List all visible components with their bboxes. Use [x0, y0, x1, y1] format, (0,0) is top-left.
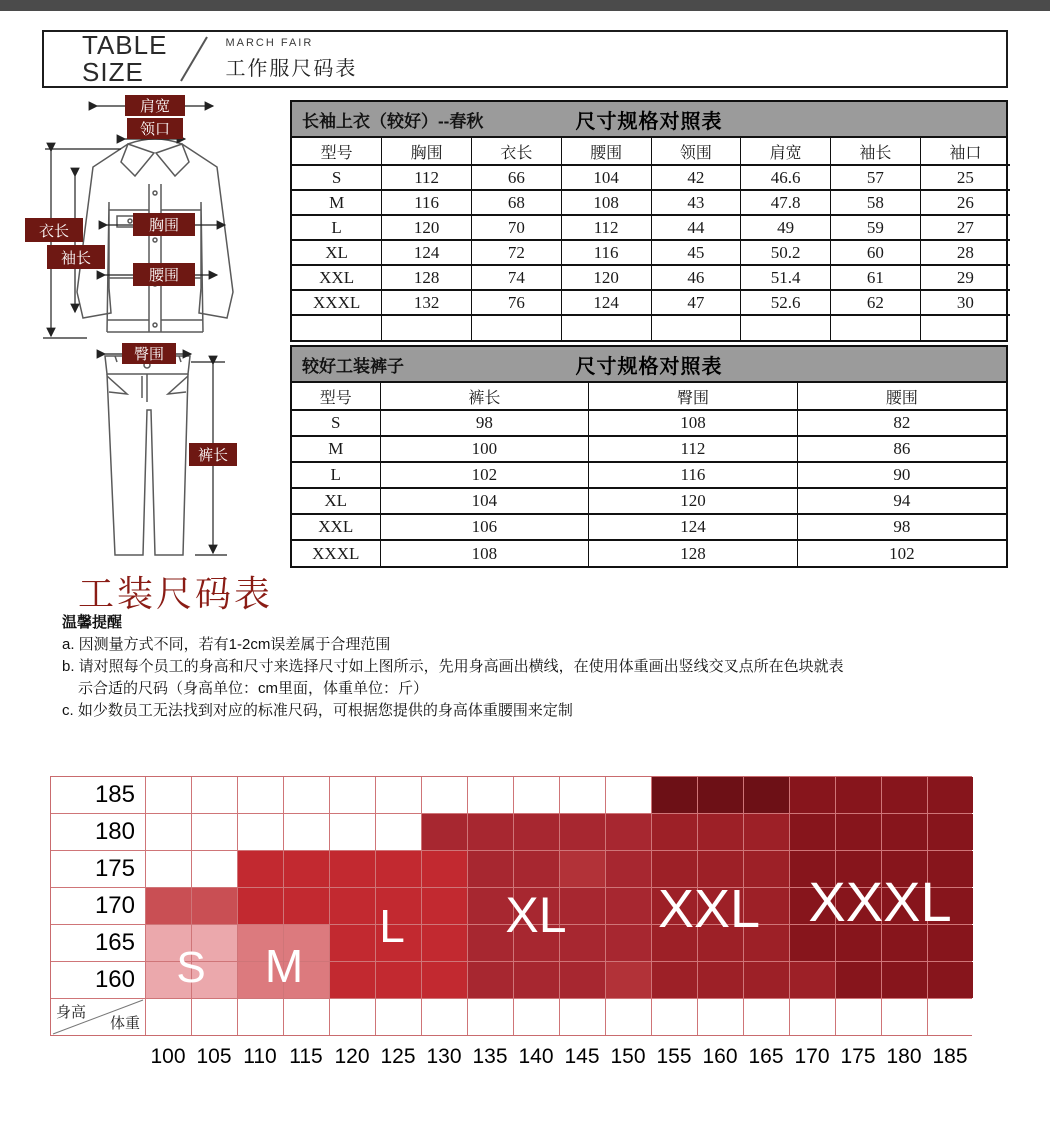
table-cell: 58 — [831, 190, 921, 215]
table-cell: S — [292, 410, 380, 436]
column-header: 领围 — [651, 138, 741, 165]
heatmap-cell — [192, 851, 237, 887]
table-cell: 116 — [589, 462, 798, 488]
heatmap-cell — [836, 962, 881, 998]
heatmap-cell — [560, 925, 605, 961]
heatmap-footer-cell — [698, 999, 743, 1035]
table-cell: 128 — [382, 265, 472, 290]
heatmap-cell — [330, 925, 375, 961]
weight-axis-label: 145 — [564, 1045, 600, 1068]
table-cell — [472, 315, 562, 340]
size-region-label-xxxl: XXXL — [808, 870, 952, 933]
table-cell: 49 — [741, 215, 831, 240]
heatmap-footer-cell — [146, 999, 191, 1035]
table-cell: 102 — [380, 462, 589, 488]
jacket-label-chest: 胸围 — [148, 217, 180, 234]
table-cell: 46 — [651, 265, 741, 290]
note-line-b2: 示合适的尺码（身高单位：cm里面，体重单位：斤） — [78, 680, 428, 697]
weight-axis-label: 170 — [794, 1045, 830, 1068]
pants-line-art — [85, 340, 315, 568]
heatmap-cell — [422, 851, 467, 887]
jacket-table-subtitle: 尺寸规格对照表 — [575, 110, 723, 133]
table-cell: 66 — [472, 165, 562, 190]
table-cell: 72 — [472, 240, 562, 265]
table-cell: 128 — [589, 540, 798, 566]
heatmap-cell — [330, 888, 375, 924]
weight-axis-label: 165 — [748, 1045, 784, 1068]
heatmap-cell — [330, 962, 375, 998]
heatmap-cell — [192, 888, 237, 924]
pants-table-body — [292, 410, 1006, 566]
heatmap-cell — [330, 814, 375, 850]
table-cell — [741, 315, 831, 340]
table-cell: 70 — [472, 215, 562, 240]
table-cell: 86 — [797, 436, 1006, 462]
page-title: 工作服尺码表 — [225, 58, 358, 80]
table-cell: M — [292, 190, 382, 215]
heatmap-footer-cell — [238, 999, 283, 1035]
weight-axis-label: 150 — [610, 1045, 646, 1068]
table-cell: XXL — [292, 514, 380, 540]
heatmap-cell — [560, 777, 605, 813]
table-cell: 98 — [380, 410, 589, 436]
heatmap-cell — [790, 814, 835, 850]
size-region-label-m: M — [264, 940, 304, 992]
heatmap-cell — [928, 962, 973, 998]
heatmap-cell — [468, 851, 513, 887]
heatmap-footer-cell — [836, 999, 881, 1035]
weight-axis-label: 110 — [243, 1045, 277, 1068]
note-line-a: a. 因测量方式不同，若有1-2cm误差属于合理范围 — [62, 636, 391, 653]
heatmap-cell — [606, 777, 651, 813]
weight-axis-label: 135 — [472, 1045, 508, 1068]
heatmap-cell — [698, 962, 743, 998]
top-accent-bar — [0, 0, 1050, 11]
axis-corner-cell — [51, 999, 145, 1035]
heatmap-cell — [376, 777, 421, 813]
size-region-label-l: L — [379, 900, 405, 952]
table-cell: 112 — [561, 215, 651, 240]
jacket-label-shoulder: 肩宽 — [139, 98, 171, 115]
table-row — [292, 540, 1006, 566]
table-cell: XXL — [292, 265, 382, 290]
table-cell: 28 — [920, 240, 1010, 265]
heatmap-cell — [514, 777, 559, 813]
table-cell: 47 — [651, 290, 741, 315]
header-word-table: TABLE — [82, 30, 168, 60]
heatmap-cell — [698, 777, 743, 813]
table-cell: 76 — [472, 290, 562, 315]
jacket-label-length: 衣长 — [38, 223, 70, 240]
heatmap-cell — [468, 962, 513, 998]
heatmap-cell — [652, 777, 697, 813]
table-cell: 108 — [561, 190, 651, 215]
weight-axis-label: 115 — [289, 1045, 323, 1068]
jacket-label-collar: 领口 — [139, 121, 171, 138]
weight-axis-label: 140 — [518, 1045, 554, 1068]
heatmap-cell — [146, 888, 191, 924]
jacket-label-sleeve: 袖长 — [60, 250, 92, 267]
table-cell: 132 — [382, 290, 472, 315]
table-cell: 52.6 — [741, 290, 831, 315]
table-cell: 61 — [831, 265, 921, 290]
weight-axis-label: 155 — [656, 1045, 692, 1068]
table-cell: 27 — [920, 215, 1010, 240]
table-cell: 42 — [651, 165, 741, 190]
table-cell: 62 — [831, 290, 921, 315]
heatmap-cell — [468, 814, 513, 850]
heatmap-cell — [284, 777, 329, 813]
table-cell: 90 — [797, 462, 1006, 488]
heatmap-cell — [238, 851, 283, 887]
heatmap-cell — [192, 777, 237, 813]
table-row — [292, 290, 1010, 315]
jacket-measure-diagram — [25, 92, 290, 352]
height-axis-label: 170 — [51, 888, 145, 924]
table-cell: 100 — [380, 436, 589, 462]
heatmap-cell — [836, 814, 881, 850]
notes-reminder-title: 温馨提醒 — [62, 614, 123, 631]
heatmap-cell — [468, 777, 513, 813]
heatmap-cell — [606, 814, 651, 850]
table-cell — [651, 315, 741, 340]
table-cell — [920, 315, 1010, 340]
jacket-spec-table — [290, 100, 1008, 342]
table-cell: M — [292, 436, 380, 462]
table-cell: 50.2 — [741, 240, 831, 265]
table-cell: 102 — [797, 540, 1006, 566]
table-cell: 104 — [561, 165, 651, 190]
pants-table-titlebar — [292, 347, 1006, 383]
heatmap-cell — [422, 814, 467, 850]
heatmap-footer-cell — [790, 999, 835, 1035]
heatmap-cell — [606, 925, 651, 961]
pants-size-table — [292, 383, 1006, 566]
table-cell: L — [292, 462, 380, 488]
table-row — [292, 240, 1010, 265]
heatmap-cell — [192, 814, 237, 850]
heatmap-cell — [744, 962, 789, 998]
weight-axis-label: 125 — [380, 1045, 416, 1068]
heatmap-cell — [836, 777, 881, 813]
table-cell: 30 — [920, 290, 1010, 315]
weight-axis-label: 100 — [150, 1045, 186, 1068]
heatmap-cell — [284, 888, 329, 924]
size-region-label-s: S — [176, 943, 206, 992]
header-banner — [42, 30, 1008, 88]
jacket-line-art — [25, 92, 290, 347]
heatmap-cell — [238, 777, 283, 813]
table-cell: 124 — [561, 290, 651, 315]
table-cell: 98 — [797, 514, 1006, 540]
heatmap-cell — [882, 962, 927, 998]
heatmap-footer-cell — [514, 999, 559, 1035]
table-cell: 29 — [920, 265, 1010, 290]
table-cell: 43 — [651, 190, 741, 215]
heatmap-cell — [422, 962, 467, 998]
heatmap-footer-cell — [468, 999, 513, 1035]
notes-block — [62, 612, 942, 722]
heatmap-cell — [146, 851, 191, 887]
weight-axis-label: 160 — [702, 1045, 738, 1068]
heatmap-cell — [606, 851, 651, 887]
jacket-table-title: 长袖上衣（较好）--春秋 — [302, 111, 484, 131]
table-cell: 108 — [380, 540, 589, 566]
heatmap-cell — [882, 814, 927, 850]
heatmap-footer-cell — [560, 999, 605, 1035]
heatmap-cell — [560, 962, 605, 998]
table-row — [292, 165, 1010, 190]
heatmap-cell — [744, 777, 789, 813]
heatmap-cell — [376, 962, 421, 998]
table-row — [292, 190, 1010, 215]
table-cell: 59 — [831, 215, 921, 240]
column-header: 胸围 — [382, 138, 472, 165]
y-axis-title: 身高 — [56, 1004, 87, 1021]
table-cell: 25 — [920, 165, 1010, 190]
table-row — [292, 410, 1006, 436]
heatmap-footer-cell — [422, 999, 467, 1035]
heatmap-cell — [698, 814, 743, 850]
table-cell: 124 — [382, 240, 472, 265]
heatmap-grid — [50, 776, 972, 1036]
jacket-table-body — [292, 165, 1010, 340]
x-axis-title: 体重 — [109, 1015, 140, 1032]
table-cell: 26 — [920, 190, 1010, 215]
heatmap-cell — [146, 814, 191, 850]
heatmap-cell — [514, 962, 559, 998]
table-cell: S — [292, 165, 382, 190]
table-cell: XXXL — [292, 290, 382, 315]
column-header: 腰围 — [797, 383, 1006, 410]
heatmap-cell — [790, 777, 835, 813]
table-cell: 124 — [589, 514, 798, 540]
pants-label-length: 裤长 — [197, 447, 229, 464]
column-header: 型号 — [319, 389, 352, 407]
weight-axis-label: 185 — [932, 1045, 968, 1068]
table-cell: XXXL — [292, 540, 380, 566]
pants-spec-table — [290, 345, 1008, 568]
heatmap-cell — [422, 925, 467, 961]
jacket-table-head — [292, 138, 1010, 165]
table-row — [292, 514, 1006, 540]
table-cell: 108 — [589, 410, 798, 436]
table-cell: 46.6 — [741, 165, 831, 190]
table-cell: 116 — [382, 190, 472, 215]
section-title: 工装尺码表 — [78, 573, 274, 614]
size-region-label-xxl: XXL — [657, 879, 761, 939]
jacket-table-titlebar — [292, 102, 1006, 138]
table-row — [292, 462, 1006, 488]
height-axis-label: 160 — [51, 962, 145, 998]
weight-axis-label: 180 — [886, 1045, 922, 1068]
jacket-size-table — [292, 138, 1010, 340]
heatmap-cell — [376, 851, 421, 887]
slash-divider-icon — [177, 35, 211, 83]
pants-table-head — [292, 383, 1006, 410]
column-header: 型号 — [320, 144, 353, 162]
size-heatmap — [50, 776, 973, 1069]
height-axis-label: 175 — [51, 851, 145, 887]
column-header: 袖口 — [920, 138, 1010, 165]
table-cell: 68 — [472, 190, 562, 215]
heatmap-cell — [330, 777, 375, 813]
table-cell: XL — [292, 240, 382, 265]
note-line-b: b. 请对照每个员工的身高和尺寸来选择尺寸如上图所示，先用身高画出横线，在使用体重画出竖线交叉点所在色块就表 — [62, 658, 844, 675]
heatmap-cell — [928, 814, 973, 850]
table-cell: 57 — [831, 165, 921, 190]
header-logo-text — [82, 32, 167, 86]
table-cell: L — [292, 215, 382, 240]
heatmap-footer-cell — [376, 999, 421, 1035]
table-row — [292, 315, 1010, 340]
column-header: 衣长 — [472, 138, 562, 165]
heatmap-cell — [560, 851, 605, 887]
table-cell: 44 — [651, 215, 741, 240]
table-cell: 94 — [797, 488, 1006, 514]
note-line-c: c. 如少数员工无法找到对应的标准尺码，可根据您提供的身高体重腰围来定制 — [62, 702, 573, 719]
column-header: 裤长 — [380, 383, 589, 410]
heatmap-cell — [606, 962, 651, 998]
heatmap-footer-cell — [882, 999, 927, 1035]
size-region-label-xl: XL — [505, 887, 567, 943]
height-axis-label: 180 — [51, 814, 145, 850]
heatmap-footer-cell — [928, 999, 973, 1035]
heatmap-cell — [928, 777, 973, 813]
heatmap-footer-cell — [330, 999, 375, 1035]
table-cell: 106 — [380, 514, 589, 540]
column-header: 臀围 — [589, 383, 798, 410]
table-cell: 82 — [797, 410, 1006, 436]
table-cell — [292, 315, 382, 340]
height-axis-label: 185 — [51, 777, 145, 813]
column-header: 肩宽 — [741, 138, 831, 165]
table-cell: 104 — [380, 488, 589, 514]
table-row — [292, 436, 1006, 462]
heatmap-cell — [284, 814, 329, 850]
column-header: 袖长 — [831, 138, 921, 165]
heatmap-footer-cell — [284, 999, 329, 1035]
heatmap-cell — [744, 814, 789, 850]
heatmap-cell — [560, 814, 605, 850]
header-word-size: SIZE — [82, 57, 144, 87]
pants-measure-diagram — [85, 340, 315, 573]
heatmap-cell — [606, 888, 651, 924]
brand-name: MARCH FAIR — [225, 37, 314, 49]
heatmap-cell — [376, 814, 421, 850]
header-brand — [225, 37, 357, 81]
weight-axis-label: 105 — [196, 1045, 232, 1068]
table-cell: 51.4 — [741, 265, 831, 290]
pants-table-subtitle: 尺寸规格对照表 — [575, 355, 723, 378]
heatmap-weight-axis — [50, 1045, 973, 1069]
heatmap-cell — [284, 851, 329, 887]
heatmap-footer-cell — [192, 999, 237, 1035]
table-cell — [831, 315, 921, 340]
heatmap-cell — [652, 814, 697, 850]
table-row — [292, 488, 1006, 514]
pants-table-title: 较好工装裤子 — [302, 356, 404, 376]
weight-axis-label: 120 — [334, 1045, 370, 1068]
table-cell — [561, 315, 651, 340]
table-row — [292, 265, 1010, 290]
heatmap-cell — [330, 851, 375, 887]
table-cell: 120 — [382, 215, 472, 240]
table-cell: 120 — [589, 488, 798, 514]
table-row — [292, 215, 1010, 240]
heatmap-footer-cell — [652, 999, 697, 1035]
table-cell: 60 — [831, 240, 921, 265]
table-cell: 47.8 — [741, 190, 831, 215]
jacket-label-waist: 腰围 — [148, 267, 180, 284]
height-axis-label: 165 — [51, 925, 145, 961]
heatmap-cell — [422, 888, 467, 924]
table-cell: 116 — [561, 240, 651, 265]
heatmap-cell — [422, 777, 467, 813]
table-cell: XL — [292, 488, 380, 514]
table-cell — [382, 315, 472, 340]
heatmap-footer-cell — [606, 999, 651, 1035]
table-cell: 74 — [472, 265, 562, 290]
table-cell: 112 — [382, 165, 472, 190]
heatmap-cell — [790, 962, 835, 998]
heatmap-cell — [514, 814, 559, 850]
heatmap-cell — [146, 777, 191, 813]
column-header: 腰围 — [561, 138, 651, 165]
axis-spacer — [50, 1045, 145, 1069]
heatmap-cell — [652, 962, 697, 998]
heatmap-footer-cell — [744, 999, 789, 1035]
heatmap-cell — [882, 777, 927, 813]
heatmap-cell — [514, 851, 559, 887]
table-cell: 120 — [561, 265, 651, 290]
weight-axis-label: 130 — [426, 1045, 462, 1068]
heatmap-cell — [238, 814, 283, 850]
heatmap-cell — [560, 888, 605, 924]
table-cell: 45 — [651, 240, 741, 265]
weight-axis-label: 175 — [840, 1045, 876, 1068]
heatmap-cell — [238, 888, 283, 924]
table-cell: 112 — [589, 436, 798, 462]
pants-label-hip: 臀围 — [133, 346, 165, 363]
